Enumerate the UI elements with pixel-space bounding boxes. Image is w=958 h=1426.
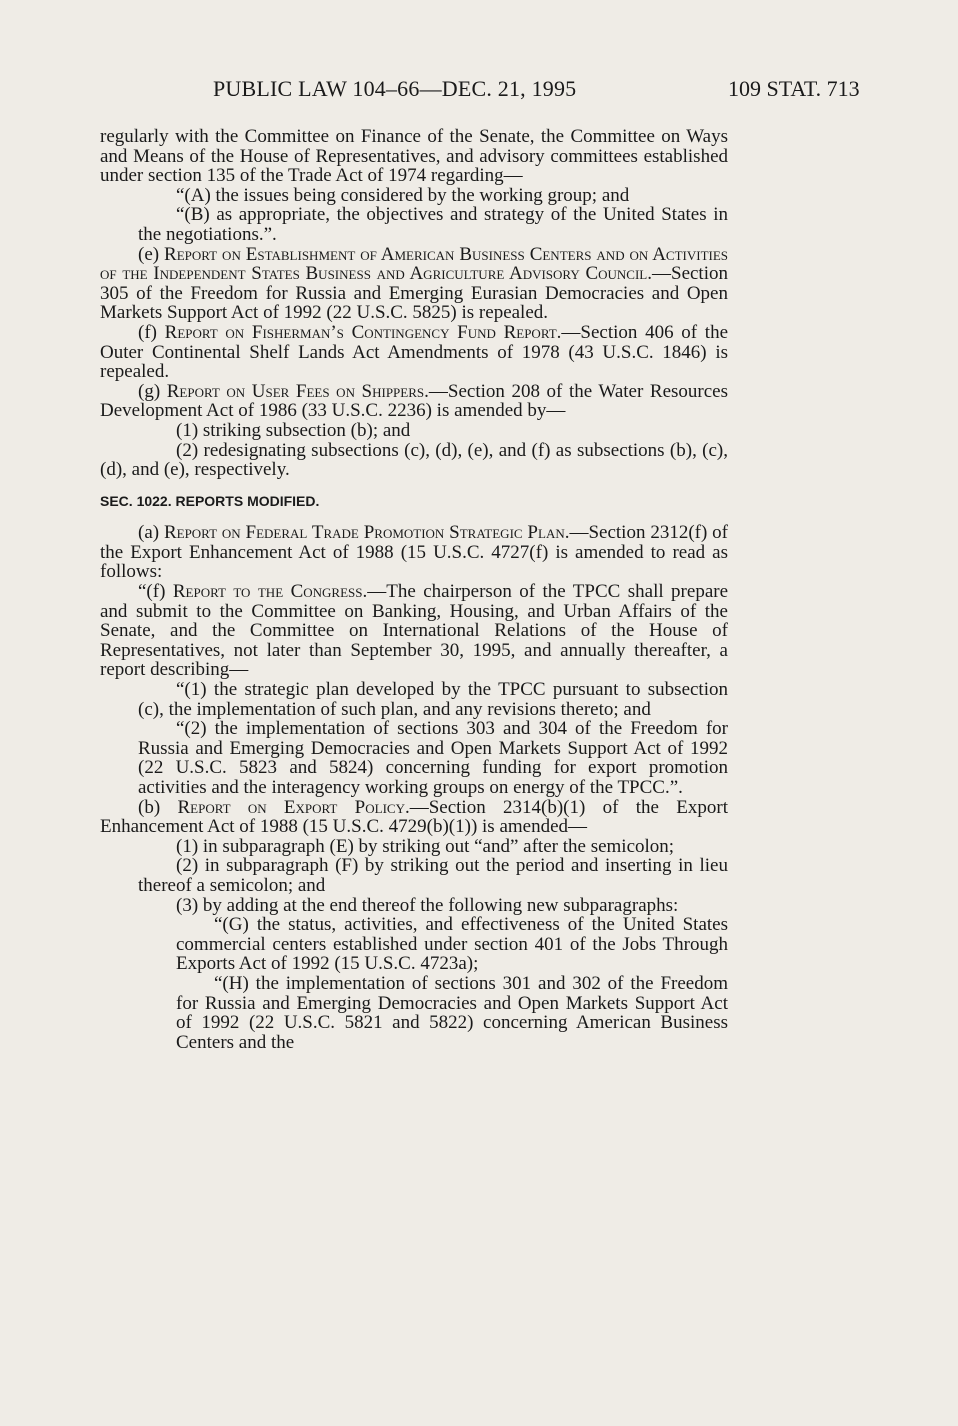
subsection-a-label: (a) [138,522,160,544]
subsection-e-label: (e) [138,243,160,265]
subsection-e [100,245,728,323]
quoted-subsection-f-label: “(f) [138,581,166,603]
subsection-e-body: —Section 305 of the Freedom for Russia and Emerging Eurasian Democracies and Open Markets Support Act of 1992 (22 U.S.C. 5825) is repealed. [100,263,728,324]
subsection-f-heading: Report on Fisherman’s Contingency Fund Report. [164,321,562,343]
subsection-b-item-3: (3) by adding at the end thereof the following new subparagraphs: [176,894,679,916]
subsection-f-label: (f) [138,321,157,343]
subsection-g-label: (g) [138,380,161,402]
subsection-f [100,323,728,382]
paragraph-continuation: regularly with the Committee on Finance of the Senate, the Committee on Ways and Means of the House of Representatives, and advisory committees established under section 135 of the Trade Act of 1974 regarding— [100,126,728,187]
subsection-b-heading: Report on Export Policy. [177,796,410,818]
subsection-g-item-2: (2) redesignating subsections (c), (d), (e), and (f) as subsections (b), (c), (d), and (e), respectively. [100,439,728,481]
running-header-title: PUBLIC LAW 104–66—DEC. 21, 1995 [213,76,577,101]
quoted-item-2: “(2) the implementation of sections 303 and 304 of the Freedom for Russia and Emerging Democracies and Open Markets Support Act of 1992 (22 U.S.C. 5823 and 5824) concerning funding for export promotion activities and the interagency working groups on energy of the TPCC.”. [138,718,728,798]
subsection-a [100,523,728,582]
subsection-f-body: —Section 406 of the Outer Continental Shelf Lands Act Amendments of 1978 (43 U.S.C. 1846) is repealed. [100,321,728,383]
subparagraph-g: “(G) the status, activities, and effectiveness of the United States commercial centers established under section 401 of the Jobs Through Exports Act of 1992 (15 U.S.C. 4723a); [176,914,728,975]
quoted-subsection-f-body: —The chairperson of the TPCC shall prepare and submit to the Committee on Banking, Housing, and Urban Affairs of the Senate, and the Committee on International Relations of the House of Representatives, not later than September 30, 1995, and annually thereafter, a report describing— [100,581,729,681]
body-text [100,127,728,1052]
subsection-a-heading: Report on Federal Trade Promotion Strategic Plan. [163,522,570,544]
section-number: SEC. 1022. [100,492,172,509]
subsection-b-item-1: (1) in subparagraph (E) by striking out “and” after the semicolon; [176,835,675,857]
subsection-b-label: (b) [138,796,161,818]
clause-a: “(A) the issues being considered by the working group; and [176,184,630,206]
page-number: 109 STAT. 713 [728,76,860,101]
quoted-subsection-f [100,582,728,680]
subsection-g-item-1: (1) striking subsection (b); and [176,419,411,441]
subsection-b-body: —Section 2314(b)(1) of the Export Enhancement Act of 1988 (15 U.S.C. 4729(b)(1)) is amended— [100,796,728,838]
clause-b: “(B) as appropriate, the objectives and strategy of the United States in the negotiations.”. [138,204,728,245]
subsection-a-body: —Section 2312(f) of the Export Enhancement Act of 1988 (15 U.S.C. 4727(f) is amended to read as follows: [100,522,728,583]
section-heading [100,492,728,512]
quoted-item-1: “(1) the strategic plan developed by the TPCC pursuant to subsection (c), the implementation of such plan, and any revisions thereto; and [138,679,728,720]
section-title: REPORTS MODIFIED. [175,492,320,509]
subsection-e-heading: Report on Establishment of American Business Centers and on Activities of the Independent States Business and Agriculture Advisory Council. [100,243,729,285]
quoted-subsection-f-heading: Report to the Congress. [172,581,368,603]
subsection-g-heading: Report on User Fees on Shippers. [166,380,429,402]
subsection-b-item-2: (2) in subparagraph (F) by striking out the period and inserting in lieu thereof a semicolon; and [138,855,728,896]
subsection-b [100,798,728,837]
subparagraph-h: “(H) the implementation of sections 301 and 302 of the Freedom for Russia and Emerging Democracies and Open Markets Support Act of 1992 (22 U.S.C. 5821 and 5822) concerning American Business Centers and the [176,972,728,1053]
subsection-g [100,382,728,421]
subsection-g-body: —Section 208 of the Water Resources Development Act of 1986 (33 U.S.C. 2236) is amended by— [100,380,728,422]
